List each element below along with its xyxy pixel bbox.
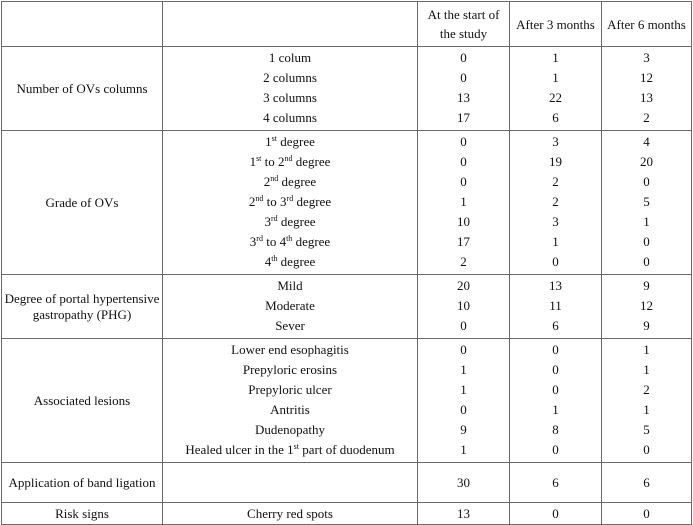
value-after-6-months: 1 [643,214,650,229]
item-cell [163,463,418,503]
value-start: 1 [460,362,467,377]
ordinal-suffix: st [271,134,277,143]
value-after-3-months: 1 [552,234,559,249]
ordinal-suffix: nd [255,194,264,203]
item-text: part of duodenum [298,442,395,457]
ordinal-suffix: nd [270,174,279,183]
item-label [165,473,415,493]
item-cell [163,503,418,525]
item-text: degree [292,234,331,249]
section-label: Grade of OVs [2,131,163,275]
value-after-6-months: 0 [643,442,650,457]
item-text: Mild [277,278,303,293]
value-after-6-months-cell [602,131,692,275]
item-text: degree [293,194,332,209]
item-label [165,152,415,172]
value-start: 17 [457,234,470,249]
item-label [165,192,415,212]
ordinal-suffix: rd [286,194,294,203]
value-after-3-months: 0 [552,505,559,521]
value-after-3-months: 3 [552,214,559,229]
value-after-3-months-cell [510,503,602,525]
item-text: degree [278,174,317,189]
value-start: 9 [460,422,467,437]
value-after-3-months: 22 [549,90,562,105]
value-start: 0 [460,134,467,149]
value-after-3-months-cell [510,131,602,275]
item-label [165,420,415,440]
item-text: Antritis [270,402,310,417]
section-label: Risk signs [2,503,163,525]
value-after-6-months: 2 [643,382,650,397]
value-after-6-months: 5 [643,422,650,437]
item-text: 2 [263,174,271,189]
item-label [165,132,415,152]
value-after-6-months: 20 [640,154,653,169]
item-cell [163,275,418,339]
value-start: 1 [460,442,467,457]
value-after-6-months: 9 [643,278,650,293]
value-start: 0 [460,342,467,357]
section-label: Application of band ligation [2,463,163,503]
value-after-3-months: 6 [552,318,559,333]
section-row [2,339,692,463]
value-after-6-months: 6 [643,474,650,490]
value-after-6-months-cell [602,503,692,525]
value-after-6-months: 2 [643,110,650,125]
value-after-6-months-cell [602,47,692,131]
value-start-cell [418,339,510,463]
item-label [165,340,415,360]
value-after-3-months-cell [510,47,602,131]
item-text: to 3 [263,194,287,209]
value-after-6-months: 0 [643,505,650,521]
value-after-3-months: 0 [552,362,559,377]
value-start-cell [418,47,510,131]
value-after-3-months: 1 [552,50,559,65]
item-text: Prepyloric erosins [242,362,338,377]
item-text: Prepyloric ulcer [248,382,332,397]
header-after-6-months: After 6 months [602,2,692,47]
item-label [165,296,415,316]
header-row [2,2,692,47]
ordinal-suffix: st [256,154,262,163]
value-start: 1 [460,194,467,209]
value-after-6-months: 3 [643,50,650,65]
value-start: 30 [457,474,470,490]
value-after-6-months: 12 [640,298,653,313]
value-after-3-months: 2 [552,194,559,209]
section-row [2,503,692,525]
value-start: 10 [457,214,470,229]
value-after-3-months: 6 [552,474,559,490]
value-start-cell [418,503,510,525]
item-label [165,400,415,420]
value-after-6-months: 4 [643,134,650,149]
section-row [2,47,692,131]
section-label: Degree of portal hypertensive gastropathy (PHG) [2,275,163,339]
item-label [165,360,415,380]
item-label [165,108,415,128]
value-after-6-months: 1 [643,402,650,417]
value-start: 10 [457,298,470,313]
item-label [165,48,415,68]
data-table [1,1,692,525]
section-row [2,131,692,275]
value-start: 17 [457,110,470,125]
item-label [165,212,415,232]
section-label: Associated lesions [2,339,163,463]
item-text: 2 [248,194,256,209]
item-text: Healed ulcer in the 1 [185,442,294,457]
value-after-6-months: 13 [640,90,653,105]
value-after-6-months: 12 [640,70,653,85]
value-after-6-months: 0 [643,254,650,269]
value-after-3-months-cell [510,463,602,503]
value-start-cell [418,463,510,503]
item-label [165,380,415,400]
ordinal-suffix: rd [256,234,263,243]
value-after-3-months: 0 [552,254,559,269]
item-text: to 2 [261,154,285,169]
item-text: 3 [249,234,257,249]
item-text: degree [292,154,331,169]
ordinal-suffix: rd [270,214,278,223]
item-text: 3 [264,214,271,229]
header-cell-empty-1 [2,2,163,47]
value-after-6-months: 1 [643,342,650,357]
value-start: 0 [460,402,467,417]
item-label [165,504,415,524]
value-start: 2 [460,254,467,269]
item-text: Cherry red spots [247,505,333,521]
item-label [165,252,415,272]
section-row [2,463,692,503]
value-after-3-months: 8 [552,422,559,437]
value-after-6-months: 1 [643,362,650,377]
section-row [2,275,692,339]
value-start: 0 [460,174,467,189]
item-cell [163,47,418,131]
item-text: 1 colum [268,50,312,65]
item-text: degree [276,134,315,149]
value-start: 0 [460,70,467,85]
value-after-3-months-cell [510,339,602,463]
item-text: Lower end esophagitis [231,342,349,357]
item-text: 1 [249,154,257,169]
ordinal-suffix: th [286,234,293,243]
value-after-3-months: 13 [549,278,562,293]
value-after-3-months: 0 [552,382,559,397]
item-text: 4 [264,254,272,269]
item-text: 4 columns [263,110,317,125]
value-after-6-months-cell [602,463,692,503]
item-label [165,172,415,192]
item-label [165,440,415,460]
section-label: Number of OVs columns [2,47,163,131]
value-after-6-months-cell [602,339,692,463]
table-body [2,47,692,525]
value-after-6-months: 9 [643,318,650,333]
value-after-3-months: 3 [552,134,559,149]
item-text: 3 columns [263,90,317,105]
value-after-3-months-cell [510,275,602,339]
item-text: Sever [275,318,305,333]
value-after-3-months: 1 [552,402,559,417]
header-start-of-study: At the start of the study [418,2,510,47]
value-start: 13 [457,90,470,105]
value-after-3-months: 19 [549,154,562,169]
item-label [165,316,415,336]
value-after-6-months: 0 [643,234,650,249]
item-text: 1 [265,134,272,149]
item-label [165,276,415,296]
ordinal-suffix: th [271,254,278,263]
value-start-cell [418,131,510,275]
value-after-6-months-cell [602,275,692,339]
item-label [165,68,415,88]
item-text: to 4 [262,234,287,249]
value-after-3-months: 11 [549,298,562,313]
value-after-3-months: 0 [552,442,559,457]
value-start: 20 [457,278,470,293]
value-start: 0 [460,154,467,169]
item-cell [163,131,418,275]
value-after-3-months: 0 [552,342,559,357]
ordinal-suffix: st [293,442,299,451]
value-start: 1 [460,382,467,397]
item-label [165,232,415,252]
item-cell [163,339,418,463]
value-start: 0 [460,50,467,65]
header-cell-empty-2 [163,2,418,47]
header-after-3-months: After 3 months [510,2,602,47]
value-after-6-months: 0 [643,174,650,189]
value-after-3-months: 2 [552,174,559,189]
item-text: Moderate [265,298,315,313]
value-after-3-months: 1 [552,70,559,85]
ordinal-suffix: nd [284,154,293,163]
item-text: degree [277,254,316,269]
value-start: 0 [460,318,467,333]
value-after-6-months: 5 [643,194,650,209]
value-start-cell [418,275,510,339]
item-text: 2 columns [263,70,317,85]
value-start: 13 [457,505,470,521]
item-text: degree [277,214,316,229]
value-after-3-months: 6 [552,110,559,125]
item-label [165,88,415,108]
item-text: Dudenopathy [254,422,326,437]
